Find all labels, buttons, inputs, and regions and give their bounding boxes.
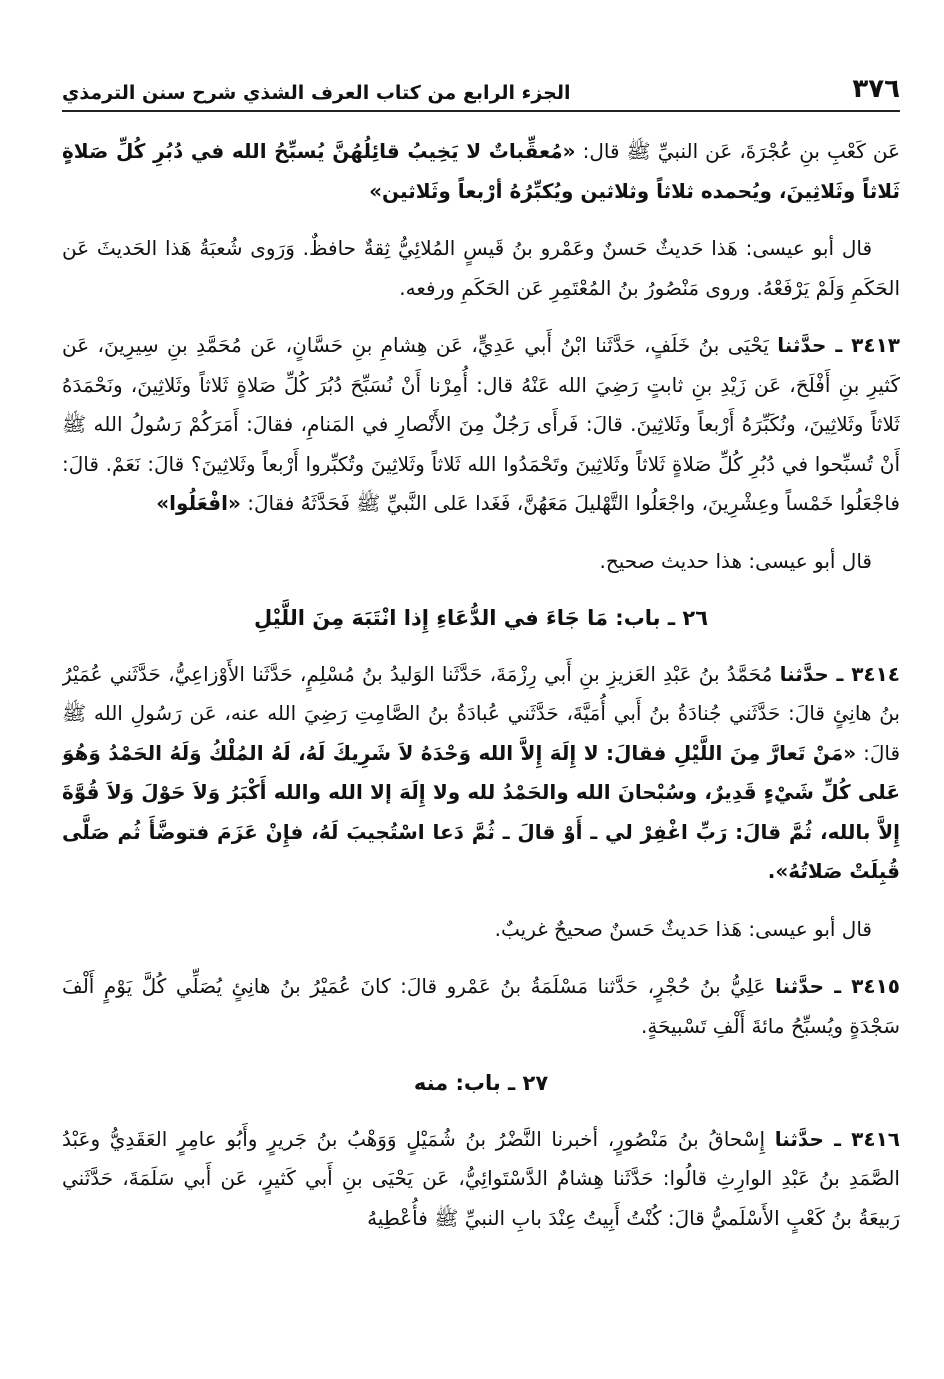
page-header: [62, 68, 900, 112]
hadith-text: إِسْحاقُ بنُ مَنْصُورٍ، أخبرنا النَّضْرُ بنُ شُمَيْلٍ وَوَهْبُ بنُ جَريرٍ وأَبُو عامِرٍ العَقَدِيُّ وعَبْدُ الصَّمَدِ بنُ عَبْدِ الوارِثِ قالُوا: حَدَّثَنا هِشامٌ الدَّسْتَوائِيُّ، عَن يَحْيَى بنِ أَبي كَثيرٍ، عَن أَبي سَلَمَةَ، حَدَّثَني رَبيعَةُ بنُ كَعْبٍ الأَسْلَميُّ قالَ: كُنْتُ أَبِيتُ عِنْدَ بابِ النبيِّ ﷺ فأُعْطِيهُ: [62, 1126, 900, 1230]
hadith-quote: «افْعَلُوا»: [156, 491, 241, 515]
hadith-3413: [62, 326, 900, 524]
commentary-paragraph: قال أبو عيسى: هذا حديث صحيح.: [599, 548, 872, 573]
hadith-quote: «مَنْ تَعارَّ مِنَ اللَّيْلِ فقالَ: لا إِلَهَ إِلاَّ الله وَحْدَهُ لاَ شَرِيكَ لَهُ، لَهُ المُلْكُ وَلَهُ الحَمْدُ وَهُوَ عَلى كُلِّ شَيْءٍ قَدِيرٌ، وسُبْحانَ الله والحَمْدُ لله ولا إِلَهَ إلا الله والله أَكْبَرُ وَلاَ حَوْلَ وَلاَ قُوَّةَ إِلاَّ بالله، ثُمَّ قالَ: رَبِّ اغْفِرْ لي ـ أَوْ قالَ ـ ثُمَّ دَعا اسْتُجيبَ لَهُ، فإِنْ عَزَمَ فتوضَّأَ ثُم صَلَّى قُبِلَتْ صَلاتُهُ».: [62, 740, 900, 883]
page-body: [62, 132, 900, 1367]
hadith-text: مُحَمَّدُ بنُ عَبْدِ العَزيزِ بنِ أَبي رِزْمَةَ، حَدَّثَنا الوَليدُ بنُ مُسْلِمٍ، حَدَّثَنا الأَوْزاعِيُّ، حَدَّثَني عُمَيْرُ بنُ هانِئٍ قالَ: حَدَّثَني جُنادَةُ بنُ أَبي أُمَيَّةَ، حَدَّثَني عُبادَةُ بنُ الصَّامِتِ رَضِيَ الله عنه، عَن رَسُولِ الله ﷺ قالَ:: [62, 661, 900, 765]
chapter-heading-27: ٢٧ ـ باب: منه: [413, 1071, 549, 1095]
hadith-3415: [62, 967, 900, 1046]
hadith-3414: [62, 655, 900, 892]
hadith-quote: «مُعقِّباتٌ لا يَخِيبُ قائِلُهُنَّ يُسبِّحُ الله في دُبُرِ كُلِّ صَلاةٍ ثَلاثاً وثَلاثِينَ، ويُحمده ثلاثاً وثلاثين ويُكبِّرُهُ أرْبعاً وثَلاثين»: [62, 139, 900, 203]
hadith-number: ٣٤١٥ ـ حدَّثنا: [774, 974, 900, 998]
hadith-number: ٣٤١٤ ـ حدَّثنا: [779, 661, 900, 686]
running-title: الجزء الرابع من كتاب العرف الشذي شرح سنن الترمذي: [62, 82, 571, 104]
commentary-paragraph: قال أبو عيسى: هَذا حَديثٌ حَسنٌ وعَمْرو بنُ قَيسٍ المُلائِيُّ ثِقةٌ حافظٌ. وَرَوى شُعبَةُ هَذا الحَديثَ عَن الحَكَمِ وَلَمْ يَرْفَعْهُ. وروى مَنْصُورُ بنُ المُعْتَمِرِ عَن الحَكَمِ ورفعه.: [62, 236, 900, 300]
page-number: ٣٧٦: [852, 74, 900, 104]
commentary-paragraph: قال أبو عيسى: هَذا حَديثٌ حَسنٌ صحيحٌ غريبٌ.: [494, 916, 872, 941]
hadith-3416: [62, 1120, 900, 1239]
hadith-text: يَحْيَى بنُ خَلَفٍ، حَدَّثَنا ابْنُ أَبي عَدِيٍّ، عَن هِشامِ بنِ حَسَّانٍ، عَن مُحَمَّدِ بنِ سِيرِينَ، عَن كَثيرِ بنِ أَفْلَحَ، عَن زَيْدِ بنِ ثابتٍ رَضِيَ الله عَنْهُ قال: أُمِرْنا أَنْ نُسَبِّحَ دُبُرَ كُلِّ صَلاةٍ ثَلاثاً وثَلاثِينَ، ونَحْمَدَهُ ثَلاثاً وثَلاثِينَ، ونُكَبِّرَهُ أَرْبعاً وثَلاثِينَ. قالَ: فَرأَى رَجُلٌ مِنَ الأَنْصارِ في المَنامِ، فقالَ: أَمَرَكُمْ رَسُولُ الله ﷺ أَنْ تُسبِّحوا في دُبُرِ كُلِّ صَلاةٍ ثَلاثاً وثَلاثِينَ وتَحْمَدُوا الله ثَلاثاً وثَلاثِينَ وتُكبِّروا أَرْبعاً وثَلاثِينَ؟ قالَ: نَعَمْ. قالَ: فاجْعَلُوا خَمْساً وعِشْرِينَ، واجْعَلُوا التَّهْليلَ مَعَهُنَّ، فَغَدا عَلى النَّبيِّ ﷺ فَحَدَّثَهُ فقالَ:: [62, 333, 900, 515]
hadith-number: ٣٤١٦ ـ حدَّثنا: [774, 1126, 900, 1151]
hadith-number: ٣٤١٣ ـ حدَّثنا: [777, 333, 900, 357]
chapter-heading-26: ٢٦ ـ باب: مَا جَاءَ في الدُّعَاءِ إِذا انْتَبَهَ مِنَ اللَّيْلِ: [253, 606, 709, 630]
hadith-paragraph-continuation: [62, 132, 900, 211]
hadith-text: عَن كَعْبِ بنِ عُجْرَةَ، عَن النبيِّ ﷺ قال:: [575, 139, 900, 163]
hadith-text: عَلِيُّ بنُ حُجْرٍ، حَدَّثنا مَسْلَمَةُ بنُ عَمْرو قالَ: كانَ عُمَيْرُ بنُ هانِئٍ يُصَلِّي كُلَّ يَوْمٍ أَلْفَ سَجْدَةٍ ويُسبِّحُ مائةَ أَلْفِ تَسْبيحَةٍ.: [62, 974, 900, 1038]
